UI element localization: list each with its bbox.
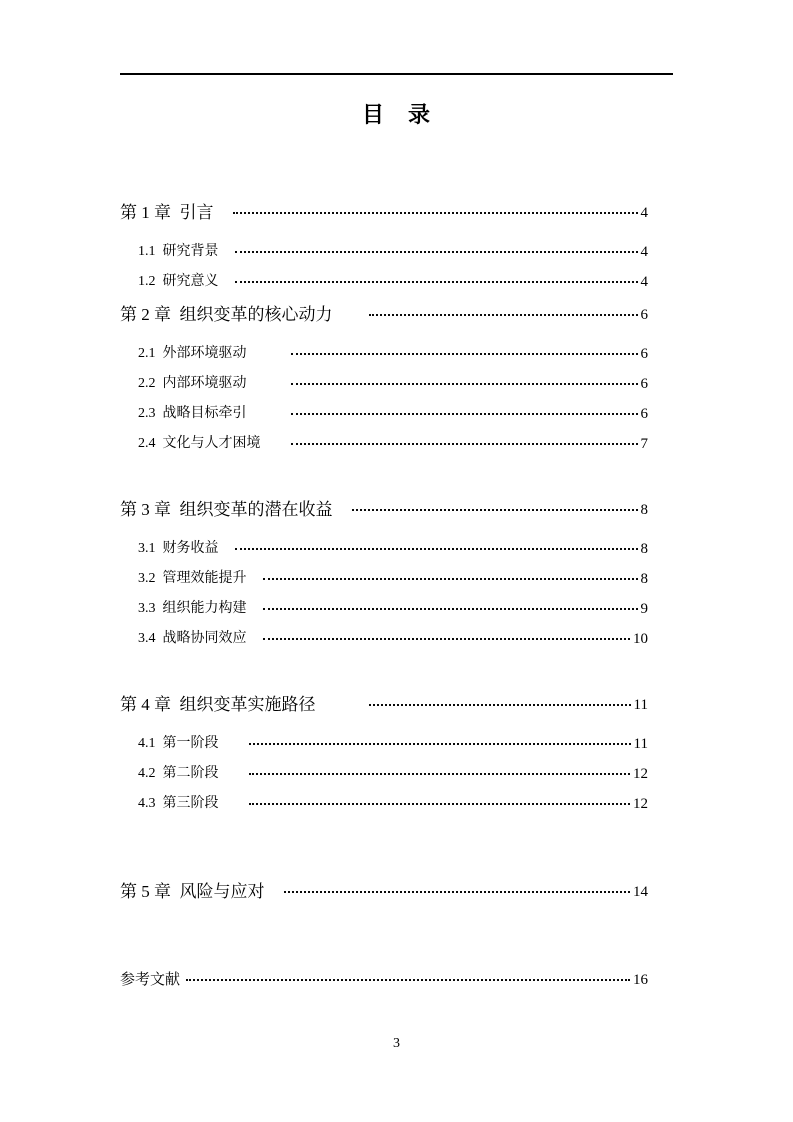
toc-entry-page: 10 — [633, 631, 648, 647]
toc-entry-page: 12 — [633, 796, 648, 812]
toc-entry-label: 4.3 第三阶段 — [138, 796, 247, 811]
toc-entry-page: 8 — [640, 502, 648, 518]
toc-entry[interactable] — [120, 369, 648, 399]
toc-entry-label: 2.2 内部环境驱动 — [138, 376, 289, 391]
toc-entry-label: 3.1 财务收益 — [138, 541, 233, 556]
toc-entry-label: 2.1 外部环境驱动 — [138, 346, 289, 361]
dot-leader — [235, 548, 638, 550]
dot-leader — [249, 743, 631, 745]
toc-entry[interactable] — [120, 564, 648, 594]
toc-entry[interactable] — [120, 624, 648, 654]
toc-entry[interactable] — [120, 789, 648, 819]
toc-entry[interactable] — [120, 300, 648, 330]
toc-entry-page: 7 — [640, 436, 648, 452]
dot-leader — [291, 413, 638, 415]
toc-entry-page: 8 — [640, 571, 648, 587]
dot-leader — [235, 281, 638, 283]
toc-entry-label: 第 1 章 引言 — [120, 203, 231, 222]
toc-entry-page: 11 — [633, 736, 648, 752]
toc-entry-label: 第 4 章 组织变革实施路径 — [120, 695, 367, 714]
toc-entry-page: 14 — [633, 884, 648, 900]
toc-entry-page: 12 — [633, 766, 648, 782]
header-rule — [120, 73, 673, 75]
toc-entry-label: 2.3 战略目标牵引 — [138, 406, 289, 421]
toc-entry-label: 2.4 文化与人才困境 — [138, 436, 289, 451]
toc-entry-page: 8 — [640, 541, 648, 557]
toc-entry[interactable] — [120, 267, 648, 297]
dot-leader — [249, 803, 631, 805]
toc-entry-label: 第 2 章 组织变革的核心动力 — [120, 305, 367, 324]
dot-leader — [233, 212, 638, 214]
toc-entry-label: 1.1 研究背景 — [138, 244, 233, 259]
dot-leader — [291, 353, 638, 355]
toc-entry[interactable] — [120, 429, 648, 459]
toc-entry[interactable] — [120, 965, 648, 995]
dot-leader — [263, 638, 631, 640]
toc-entry[interactable] — [120, 690, 648, 720]
dot-leader — [291, 383, 638, 385]
toc-entry-page: 4 — [640, 205, 648, 221]
toc-entry-page: 6 — [640, 346, 648, 362]
dot-leader — [369, 314, 638, 316]
toc-entry-label: 第 5 章 风险与应对 — [120, 882, 282, 901]
dot-leader — [369, 704, 631, 706]
toc-entry-label: 3.3 组织能力构建 — [138, 601, 261, 616]
toc-entry[interactable] — [120, 759, 648, 789]
dot-leader — [186, 979, 630, 981]
dot-leader — [235, 251, 638, 253]
footer-page-number: 3 — [393, 1036, 400, 1051]
dot-leader — [249, 773, 631, 775]
toc-entry[interactable] — [120, 495, 648, 525]
toc-entry-page: 4 — [640, 274, 648, 290]
toc-entry[interactable] — [120, 594, 648, 624]
toc-entry-label: 4.2 第二阶段 — [138, 766, 247, 781]
toc-entry-label: 第 3 章 组织变革的潜在收益 — [120, 500, 350, 519]
toc-entry-page: 6 — [640, 406, 648, 422]
page-title: 目 录 — [361, 102, 431, 127]
dot-leader — [263, 578, 638, 580]
toc-entry-label: 3.2 管理效能提升 — [138, 571, 261, 586]
toc-entry-label: 参考文献 — [120, 972, 184, 988]
dot-leader — [291, 443, 638, 445]
toc-entry-page: 6 — [640, 307, 648, 323]
toc — [120, 198, 648, 995]
toc-entry-page: 9 — [640, 601, 648, 617]
toc-entry[interactable] — [120, 237, 648, 267]
toc-entry-page: 6 — [640, 376, 648, 392]
toc-entry-label: 4.1 第一阶段 — [138, 736, 247, 751]
toc-entry[interactable] — [120, 339, 648, 369]
dot-leader — [352, 509, 638, 511]
toc-entry[interactable] — [120, 877, 648, 907]
toc-entry-page: 11 — [633, 697, 648, 713]
toc-entry-page: 4 — [640, 244, 648, 260]
toc-entry-label: 3.4 战略协同效应 — [138, 631, 261, 646]
dot-leader — [284, 891, 631, 893]
dot-leader — [263, 608, 638, 610]
toc-entry-label: 1.2 研究意义 — [138, 274, 233, 289]
toc-entry[interactable] — [120, 534, 648, 564]
toc-entry[interactable] — [120, 399, 648, 429]
toc-entry-page: 16 — [633, 972, 648, 988]
toc-entry[interactable] — [120, 198, 648, 228]
toc-entry[interactable] — [120, 729, 648, 759]
